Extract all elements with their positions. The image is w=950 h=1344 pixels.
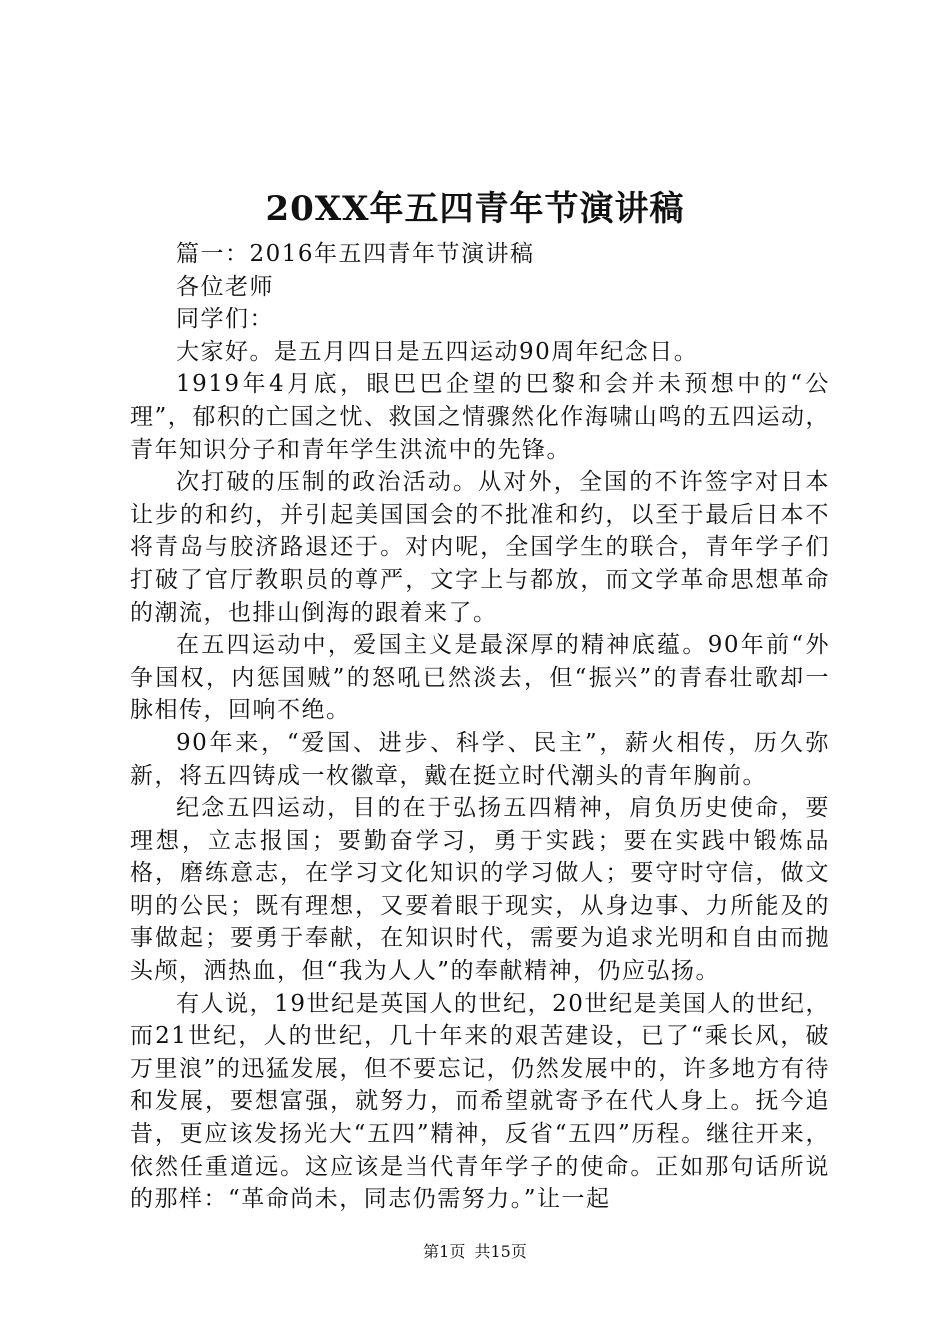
page-footer	[0, 1240, 950, 1264]
paragraph: 1919年4月底，眼巴巴企望的巴黎和会并未预想中的“公理”，郁积的亡国之忧、救国之情骤然化作海啸山鸣的五四运动，青年知识分子和青年学生洪流中的先锋。	[130, 371, 830, 463]
document-title: 20XX年五四青年节演讲稿	[265, 189, 685, 229]
page-total: 共15页	[474, 1242, 527, 1261]
paragraph: 次打破的压制的政治活动。从对外，全国的不许签字对日本让步的和约，并引起美国国会的不批准和约，以至于最后日本不将青岛与胶济路退还于。对内呢，全国学生的联合，青年学子们打破了官厅教职员的尊严，文字上与都放，而文学革命思想革命的潮流，也排山倒海的跟着来了。	[130, 469, 830, 626]
paragraph: 有人说，19世纪是英国人的世纪，20世纪是美国人的世纪，而21世纪，人的世纪，几十年来的艰苦建设，已了“乘长风，破万里浪”的迅猛发展，但不要忘记，仍然发展中的，许多地方有待和发展，要想富强，就努力，而希望就寄予在代人身上。抚今追昔，更应该发扬光大“五四”精神，反省“五四”历程。继往开来，依然任重道远。这应该是当代青年学子的使命。正如那句话所说的那样：“革命尚未，同志仍需努力。”让一起	[130, 990, 830, 1213]
document-body	[130, 238, 830, 1216]
paragraph: 大家好。是五月四日是五四运动90周年纪念日。	[176, 338, 699, 365]
paragraph: 纪念五四运动，目的在于弘扬五四精神，肩负历史使命，要理想，立志报国；要勤奋学习，勇于实践；要在实践中锻炼品格，磨练意志，在学习文化知识的学习做人；要守时守信，做文明的公民；既有理想，又要着眼于现实，从身边事、力所能及的事做起；要勇于奉献，在知识时代，需要为追求光明和自由而抛头颅，洒热血，但“我为人人”的奉献精神，仍应弘扬。	[130, 795, 830, 985]
salutation-students: 同学们：	[176, 306, 274, 333]
paragraph: 90年来，“爱国、进步、科学、民主”，薪火相传，历久弥新，将五四铸成一枚徽章，戴在挺立时代潮头的青年胸前。	[130, 729, 830, 789]
page-number: 第1页	[423, 1242, 466, 1261]
section-heading: 篇一：2016年五四青年节演讲稿	[176, 241, 535, 267]
salutation-teachers: 各位老师	[176, 273, 274, 300]
paragraph: 在五四运动中，爱国主义是最深厚的精神底蕴。90年前“外争国权，内惩国贼”的怒吼已然淡去，但“振兴”的青春壮歌却一脉相传，回响不绝。	[130, 632, 830, 724]
